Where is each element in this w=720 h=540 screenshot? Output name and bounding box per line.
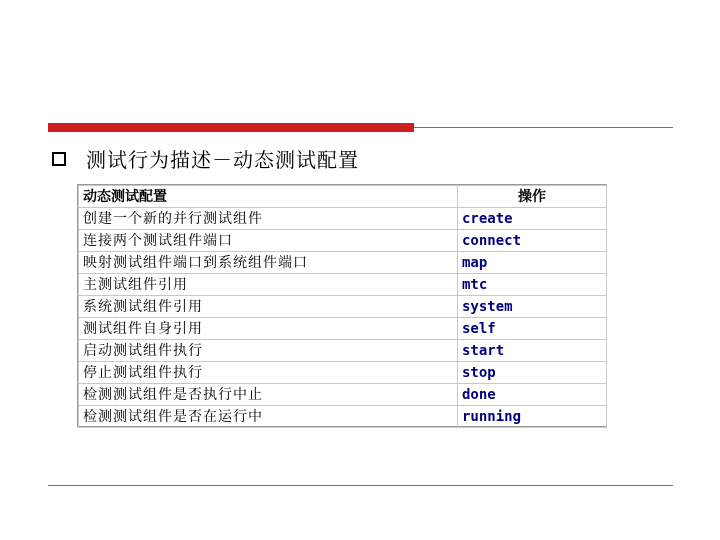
row-description: 检测测试组件是否执行中止 — [79, 384, 458, 406]
row-description: 映射测试组件端口到系统组件端口 — [79, 252, 458, 274]
table-row — [79, 230, 607, 252]
table-row — [79, 384, 607, 406]
slide-heading: 测试行为描述－动态测试配置 — [86, 148, 359, 172]
table-header-row — [79, 186, 607, 208]
row-operation: stop — [458, 362, 607, 384]
row-operation: connect — [458, 230, 607, 252]
column-header-config: 动态测试配置 — [79, 186, 458, 208]
row-operation: self — [458, 318, 607, 340]
row-operation: done — [458, 384, 607, 406]
table-row — [79, 340, 607, 362]
row-operation: start — [458, 340, 607, 362]
row-operation: system — [458, 296, 607, 318]
table-row — [79, 406, 607, 428]
top-accent-bar — [48, 123, 414, 132]
row-description: 主测试组件引用 — [79, 274, 458, 296]
config-table — [77, 184, 607, 427]
table-row — [79, 362, 607, 384]
row-description: 连接两个测试组件端口 — [79, 230, 458, 252]
row-operation: mtc — [458, 274, 607, 296]
bottom-rule — [48, 485, 673, 486]
table-row — [79, 318, 607, 340]
row-description: 创建一个新的并行测试组件 — [79, 208, 458, 230]
table-row — [79, 208, 607, 230]
table-row — [79, 296, 607, 318]
column-header-operation: 操作 — [458, 186, 607, 208]
row-description: 系统测试组件引用 — [79, 296, 458, 318]
row-description: 启动测试组件执行 — [79, 340, 458, 362]
row-description: 检测测试组件是否在运行中 — [79, 406, 458, 428]
hollow-square-bullet-icon — [52, 152, 66, 166]
row-operation: map — [458, 252, 607, 274]
table-row — [79, 252, 607, 274]
row-operation: create — [458, 208, 607, 230]
row-description: 测试组件自身引用 — [79, 318, 458, 340]
row-operation: running — [458, 406, 607, 428]
config-table-grid — [78, 185, 607, 428]
row-description: 停止测试组件执行 — [79, 362, 458, 384]
table-row — [79, 274, 607, 296]
